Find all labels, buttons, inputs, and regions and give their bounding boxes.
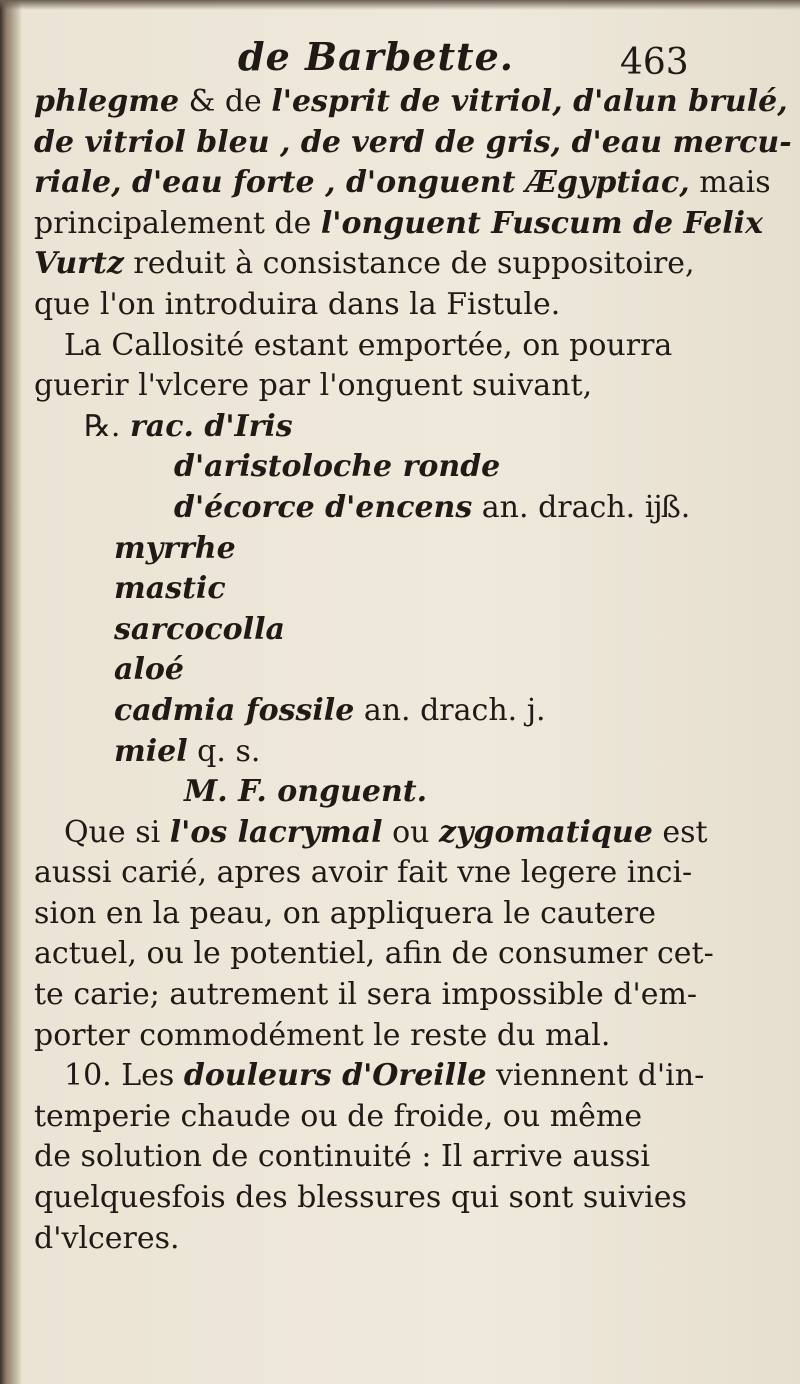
text-segment: d'écorce d'encens [174,489,473,525]
text-segment: douleurs d'Oreille [183,1058,487,1094]
page-top-edge [0,0,800,10]
text-line [34,934,724,975]
text-segment: Vurtz [34,246,124,282]
text-segment: mastic [114,571,226,607]
text-line [34,82,788,123]
text-line [34,1219,724,1260]
text-line [34,163,771,204]
text-segment: riale, d'eau forte , d'onguent Ægyptiac, [34,165,690,201]
text-segment: 10. Les [64,1058,184,1094]
text-segment: rac. d'Iris [129,408,293,444]
text-segment: cadmia fossile [114,692,355,728]
text-segment: sion en la peau, on appliquera le cautere [34,895,657,931]
text-segment: phlegme [34,84,180,119]
text-segment: an. drach. ĳß. [472,489,691,525]
text-segment: l'onguent Fuscum de Felix [320,205,763,241]
text-line [34,326,724,367]
text-segment: an. drach. j. [354,692,546,728]
text-segment: sarcocolla [114,611,285,647]
text-segment: viennent d'in- [486,1058,705,1094]
text-segment: porter commodément le reste du mal. [34,1017,611,1053]
text-segment: que l'on introduira dans la Fistule. [34,286,561,322]
text-segment: miel [114,733,188,769]
text-segment: & de [179,84,272,119]
text-line [34,894,724,935]
text-line [34,447,724,488]
text-line [34,732,724,773]
text-segment: l'esprit de vitriol, d'alun brulé, [271,84,788,119]
text-line [34,1178,724,1219]
page-number: 463 [620,42,689,83]
text-segment: principalement de [34,205,321,241]
text-segment: temperie chaude ou de froide, ou même [34,1098,643,1134]
text-line [34,975,724,1016]
text-segment: de solution de continuité : Il arrive aussi [34,1139,650,1175]
text-line [34,691,724,732]
text-line [34,488,724,529]
text-segment: ℞. [84,408,130,444]
text-segment: d'aristoloche ronde [174,449,501,485]
text-line [34,650,724,691]
text-segment: te carie; autrement il sera impossible d'em- [34,977,698,1013]
text-line [34,204,763,245]
text-segment: de vitriol bleu , de verd de gris, d'eau mercu- [34,124,792,160]
text-line [34,244,724,285]
text-line [34,123,792,164]
text-line [34,1056,724,1097]
text-line [34,569,724,610]
text-line [34,1097,724,1138]
running-head [0,30,800,83]
text-segment: est [652,814,708,850]
text-line [34,407,724,448]
text-segment: q. s. [187,733,261,769]
text-segment: zygomatique [439,814,653,850]
text-segment: reduit à consistance de suppositoire, [123,246,695,282]
text-segment: La Callosité estant emportée, on pourra [64,327,673,363]
text-segment: myrrhe [114,530,236,566]
text-line [34,772,724,813]
running-head-title: de Barbette. [238,34,514,79]
text-segment: M. F. onguent. [184,774,428,810]
text-segment: l'os lacrymal [169,814,383,850]
text-line [34,1137,724,1178]
body-text [34,82,792,1259]
text-line [34,610,724,651]
text-segment: guerir l'vlcere par l'onguent suivant, [34,368,593,404]
text-line [34,853,724,894]
text-segment: Que si [64,814,170,850]
text-line [34,285,724,326]
text-line [34,813,724,854]
text-line [34,366,724,407]
binding-gutter [0,0,22,1384]
text-segment: actuel, ou le potentiel, afin de consumer cet- [34,936,714,972]
text-line [34,1016,724,1057]
text-segment: d'vlceres. [34,1220,180,1256]
text-line [34,529,724,570]
text-segment: aussi carié, apres avoir fait vne legere inci- [34,855,693,891]
text-segment: quelquesfois des blessures qui sont suivies [34,1180,687,1216]
text-segment: aloé [114,652,184,688]
text-segment: mais [689,165,771,201]
text-segment: ou [382,814,440,850]
